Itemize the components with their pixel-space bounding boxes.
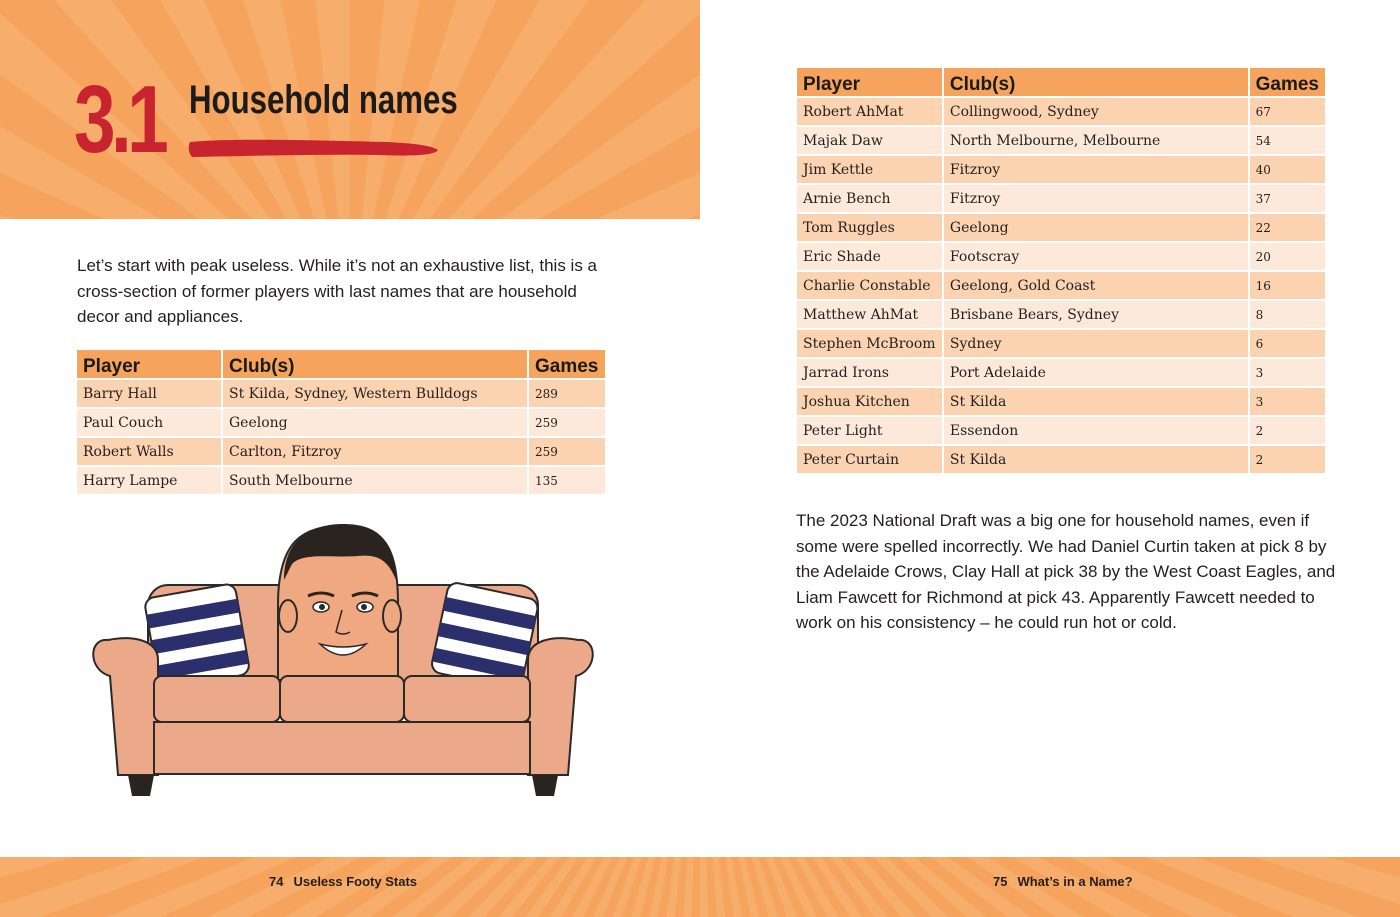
games-cell: 2 <box>1250 417 1325 444</box>
footer-right <box>993 874 1133 889</box>
clubs-cell: North Melbourne, Melbourne <box>944 127 1248 154</box>
table-row <box>797 156 1325 183</box>
games-cell: 16 <box>1250 272 1325 299</box>
page-number-right: 75 <box>993 874 1008 889</box>
table-row <box>797 301 1325 328</box>
table-row <box>797 243 1325 270</box>
games-cell: 6 <box>1250 330 1325 357</box>
player-cell: Eric Shade <box>797 243 942 270</box>
player-cell: Majak Daw <box>797 127 942 154</box>
player-cell: Barry Hall <box>77 380 221 407</box>
table-header-row <box>797 68 1325 96</box>
table-row <box>797 214 1325 241</box>
header-games: Games <box>1250 68 1325 96</box>
games-cell: 3 <box>1250 388 1325 415</box>
cartoon-man-head <box>278 524 401 680</box>
household-names-table-left <box>75 348 607 496</box>
footer-left <box>269 874 417 889</box>
player-cell: Tom Ruggles <box>797 214 942 241</box>
table-row <box>797 388 1325 415</box>
table-row <box>797 446 1325 473</box>
table-row <box>77 467 605 494</box>
games-cell: 67 <box>1250 98 1325 125</box>
player-cell: Harry Lampe <box>77 467 221 494</box>
player-cell: Matthew AhMat <box>797 301 942 328</box>
clubs-cell: South Melbourne <box>223 467 527 494</box>
player-cell: Peter Curtain <box>797 446 942 473</box>
intro-paragraph: Let’s start with peak useless. While it’s not an exhaustive list, this is a cross-section of former players with last names that are household decor and appliances. <box>77 256 598 326</box>
clubs-cell: Brisbane Bears, Sydney <box>944 301 1248 328</box>
table-row <box>77 438 605 465</box>
table-row <box>77 380 605 407</box>
clubs-cell: Port Adelaide <box>944 359 1248 386</box>
games-cell: 2 <box>1250 446 1325 473</box>
table-row <box>797 185 1325 212</box>
sofa-seat <box>154 676 530 774</box>
player-cell: Robert Walls <box>77 438 221 465</box>
clubs-cell: Geelong <box>944 214 1248 241</box>
clubs-cell: St Kilda <box>944 388 1248 415</box>
clubs-cell: Geelong <box>223 409 527 436</box>
table-row <box>797 330 1325 357</box>
player-cell: Stephen McBroom <box>797 330 942 357</box>
games-cell: 20 <box>1250 243 1325 270</box>
games-cell: 54 <box>1250 127 1325 154</box>
striped-pillow-left <box>144 583 251 690</box>
games-cell: 3 <box>1250 359 1325 386</box>
games-cell: 22 <box>1250 214 1325 241</box>
title-underline <box>188 134 442 164</box>
clubs-cell: St Kilda, Sydney, Western Bulldogs <box>223 380 527 407</box>
page-number-left: 74 <box>269 874 284 889</box>
section-title: Household names <box>189 78 458 122</box>
player-cell: Jarrad Irons <box>797 359 942 386</box>
table-row <box>77 409 605 436</box>
header-clubs: Club(s) <box>944 68 1248 96</box>
household-names-table-right <box>795 66 1327 475</box>
clubs-cell: Footscray <box>944 243 1248 270</box>
clubs-cell: Essendon <box>944 417 1248 444</box>
book-title: Useless Footy Stats <box>293 874 418 889</box>
games-cell: 8 <box>1250 301 1325 328</box>
clubs-cell: Fitzroy <box>944 185 1248 212</box>
chapter-title: What’s in a Name? <box>1017 874 1133 889</box>
footer-band <box>0 857 1400 917</box>
table-row <box>797 98 1325 125</box>
header-player: Player <box>77 350 221 378</box>
clubs-cell: Geelong, Gold Coast <box>944 272 1248 299</box>
games-cell: 37 <box>1250 185 1325 212</box>
player-cell: Jim Kettle <box>797 156 942 183</box>
clubs-cell: Collingwood, Sydney <box>944 98 1248 125</box>
table-row <box>797 417 1325 444</box>
clubs-cell: Fitzroy <box>944 156 1248 183</box>
header-games: Games <box>529 350 605 378</box>
player-cell: Arnie Bench <box>797 185 942 212</box>
table-row <box>797 359 1325 386</box>
games-cell: 40 <box>1250 156 1325 183</box>
sofa-legs <box>128 775 558 796</box>
sofa-illustration <box>88 520 598 800</box>
player-cell: Peter Light <box>797 417 942 444</box>
clubs-cell: Carlton, Fitzroy <box>223 438 527 465</box>
player-cell: Robert AhMat <box>797 98 942 125</box>
section-number: 3.1 <box>74 66 165 173</box>
table-row <box>797 272 1325 299</box>
player-cell: Joshua Kitchen <box>797 388 942 415</box>
player-cell: Charlie Constable <box>797 272 942 299</box>
games-cell: 135 <box>529 467 605 494</box>
header-player: Player <box>797 68 942 96</box>
games-cell: 289 <box>529 380 605 407</box>
player-cell: Paul Couch <box>77 409 221 436</box>
clubs-cell: Sydney <box>944 330 1248 357</box>
clubs-cell: St Kilda <box>944 446 1248 473</box>
table-row <box>797 127 1325 154</box>
striped-pillow-right <box>430 581 539 690</box>
header-clubs: Club(s) <box>223 350 527 378</box>
outro-paragraph: The 2023 National Draft was a big one for household names, even if some were spelled incorrectly. We had Daniel Curtin taken at pick 8 by the Adelaide Crows, Clay Hall at pick 38 by the West Coast Eagles, and Liam Fawcett for Richmond at pick 43. Apparently Fawcett needed to work on his consistency – he could run hot or cold. <box>796 511 1336 633</box>
games-cell: 259 <box>529 409 605 436</box>
games-cell: 259 <box>529 438 605 465</box>
table-header-row <box>77 350 605 378</box>
